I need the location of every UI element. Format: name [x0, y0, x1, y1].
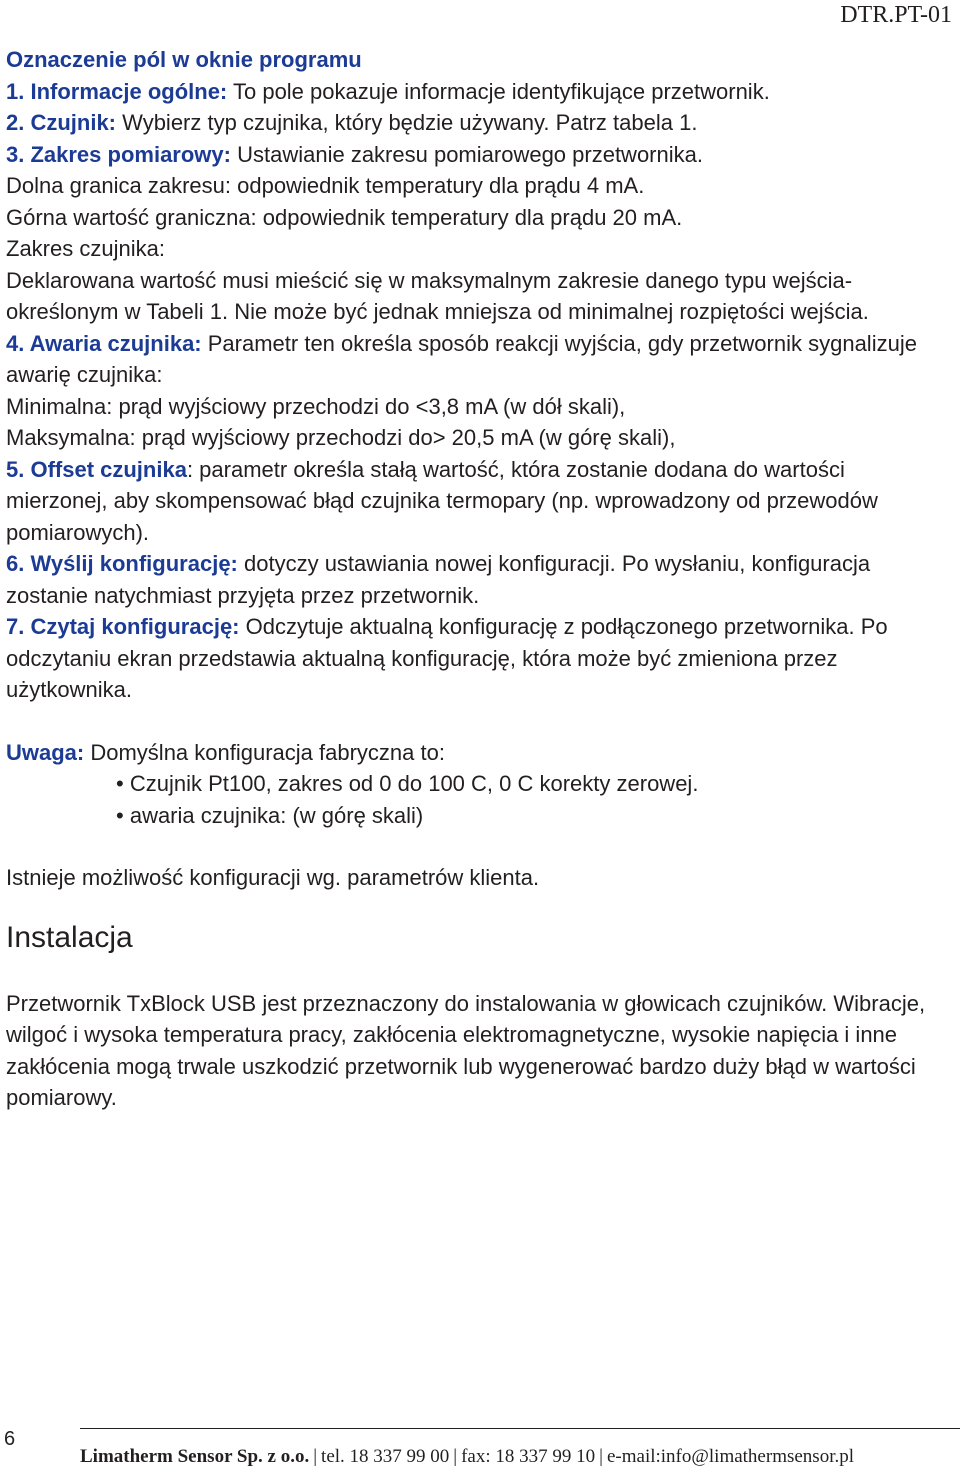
item-label: 5. Offset czujnika — [6, 456, 187, 482]
note-text: Domyślna konfiguracja fabryczna to: — [84, 739, 445, 765]
email-address: e-mail:info@limathermsensor.pl — [606, 1446, 854, 1467]
failure-minimum: Minimalna: prąd wyjściowy przechodzi do <3,8 mA (w dół skali), — [6, 393, 626, 419]
page-number: 6 — [4, 1428, 16, 1450]
item-read-config — [6, 611, 942, 706]
note-label: Uwaga: — [6, 739, 85, 765]
item-text: Wybierz typ czujnika, który będzie używany. Patrz tabela 1. — [116, 110, 698, 135]
item-sensor-failure — [6, 328, 942, 391]
item-label: 3. Zakres pomiarowy: — [6, 141, 231, 167]
default-config-list — [6, 768, 942, 831]
default-config-note — [6, 737, 942, 769]
company-name: Limatherm Sensor Sp. z o.o. — [80, 1446, 310, 1467]
page-content — [6, 44, 942, 1114]
list-item: • awaria czujnika: (w górę skali) — [116, 800, 942, 832]
footer-contact: Limatherm Sensor Sp. z o.o. | tel. 18 337 99 00 | fax: 18 337 99 10 | e-mail:info@limathermsensor.pl — [80, 1446, 854, 1467]
item-label: 1. Informacje ogólne: — [6, 78, 228, 104]
fax-number: fax: 18 337 99 10 — [461, 1446, 596, 1467]
item-text: Parametr ten określa sposób reakcji wyjścia, gdy przetwornik sygnalizuje awarię czujnika: — [6, 330, 917, 387]
phone-number: tel. 18 337 99 00 — [321, 1446, 450, 1467]
footer-divider — [80, 1428, 960, 1429]
section-title: Oznaczenie pól w oknie programu — [6, 47, 362, 72]
document-code: DTR.PT-01 — [840, 2, 952, 28]
item-text: To pole pokazuje informacje identyfikujące przetwornik. — [227, 78, 770, 104]
item-send-config — [6, 548, 942, 611]
item-label: 7. Czytaj konfigurację: — [6, 614, 240, 639]
sensor-range-label: Zakres czujnika: — [6, 236, 165, 261]
item-text: Odczytuje aktualną konfigurację z podłączonego przetwornika. Po odczytaniu ekran przedstawia aktualną konfigurację, która może być zmieniona przez użytkownika. — [6, 614, 888, 702]
custom-config-text: Istnieje możliwość konfiguracji wg. parametrów klienta. — [6, 865, 540, 890]
list-item: • Czujnik Pt100, zakres od 0 do 100 C, 0 C korekty zerowej. — [116, 768, 942, 800]
item-label: 6. Wyślij konfigurację: — [6, 551, 238, 576]
item-label: 4. Awaria czujnika: — [6, 330, 202, 356]
range-upper-limit: Górna wartość graniczna: odpowiednik temperatury dla prądu 20 mA. — [6, 204, 683, 230]
sensor-range-text: Deklarowana wartość musi mieścić się w maksymalnym zakresie danego typu wejścia- określonym w Tabeli 1. Nie może być jednak mniejsza od minimalnej rozpiętości wejścia. — [6, 267, 869, 324]
item-general-info — [6, 76, 942, 108]
installation-title: Instalacja — [6, 920, 133, 954]
item-text: dotyczy ustawiania nowej konfiguracji. Po wysłaniu, konfiguracja zostanie natychmiast przyjęta przez przetwornik. — [6, 551, 871, 608]
item-label: 2. Czujnik: — [6, 110, 117, 135]
range-lower-limit: Dolna granica zakresu: odpowiednik temperatury dla prądu 4 mA. — [6, 173, 645, 198]
item-text: : parametr określa stałą wartość, która zostanie dodana do wartości mierzonej, aby skompensować błąd czujnika termopary (np. wprowadzony od przewodów pomiarowych). — [6, 456, 878, 545]
item-sensor — [6, 107, 942, 139]
installation-text: Przetwornik TxBlock USB jest przeznaczony do instalowania w głowicach czujników. Wibracje, wilgoć i wysoka temperatura pracy, zakłócenia elektromagnetyczne, wysokie napięcia i inne zakłócenia mogą trwale uszkodzić przetwornik lub wygenerować bardzo duży błąd w wartości pomiarowy. — [6, 990, 926, 1110]
failure-maximum: Maksymalna: prąd wyjściowy przechodzi do> 20,5 mA (w górę skali), — [6, 425, 676, 450]
item-measuring-range — [6, 139, 942, 171]
item-text: Ustawianie zakresu pomiarowego przetwornika. — [230, 141, 703, 167]
item-sensor-offset — [6, 454, 942, 549]
